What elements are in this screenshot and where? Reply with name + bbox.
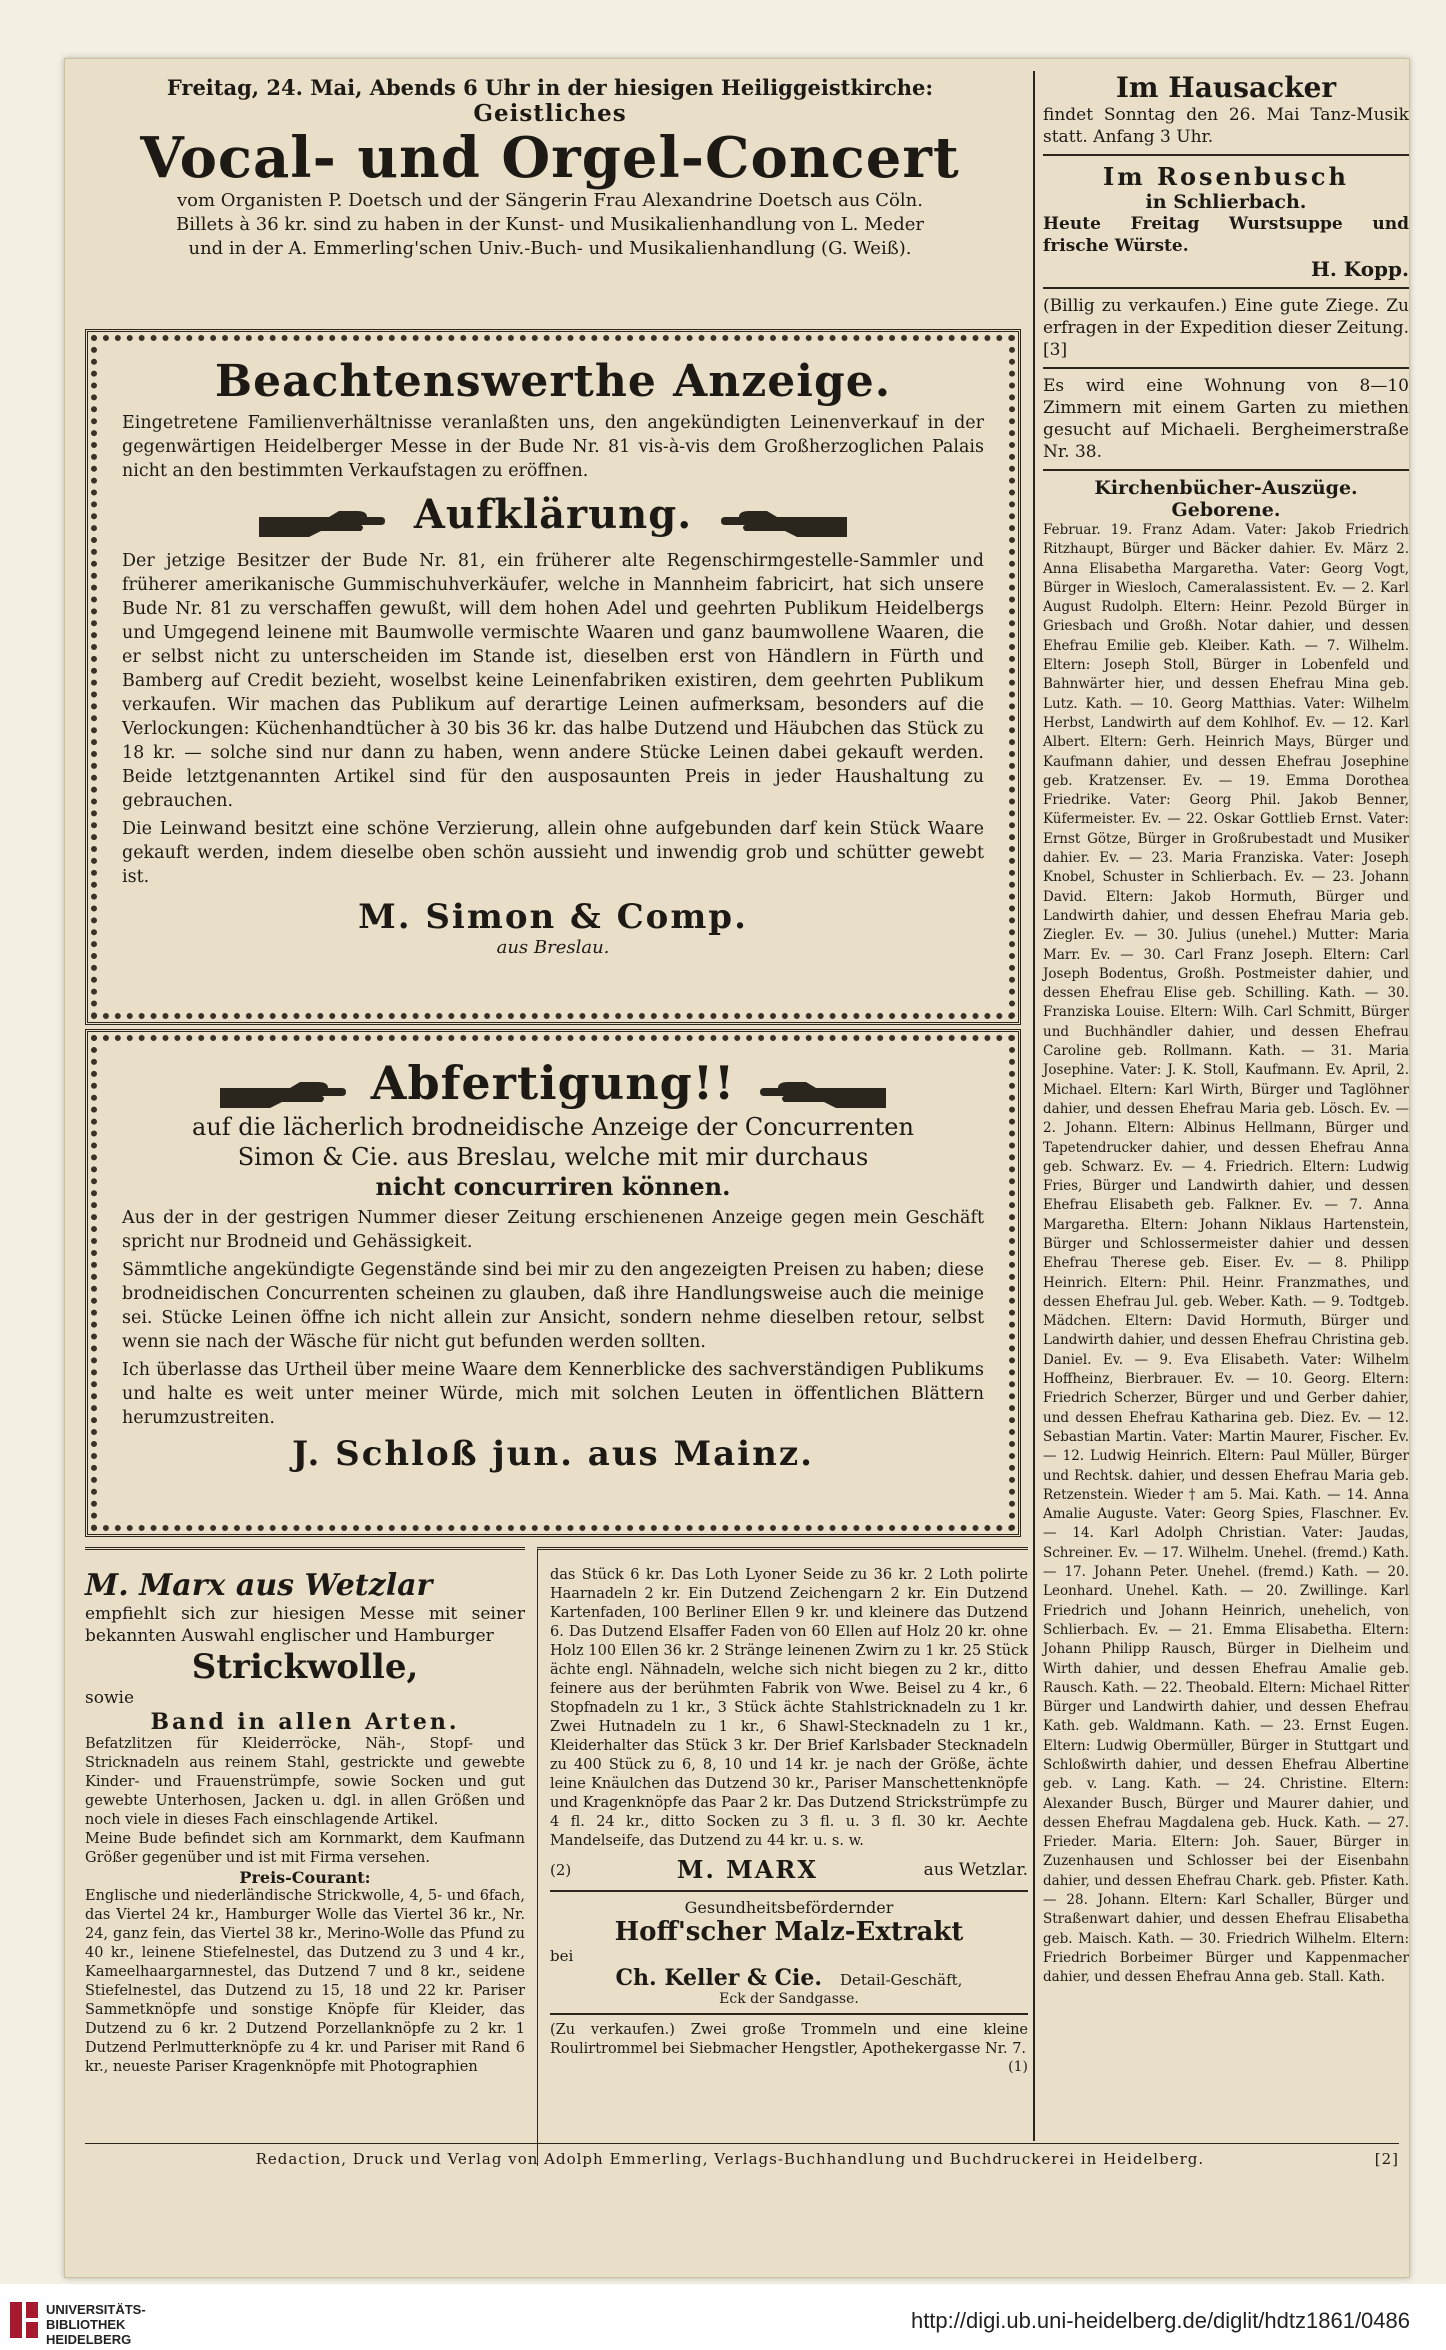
simon-ad-place: aus Breslau. [496, 936, 610, 958]
birth-entries: Februar. 19. Franz Adam. Vater: Jakob Friedrich Ritzhaupt, Bürger und Bäcker dahier. Ev. März 2. Anna Elisabetha Margaretha. Vater: Georg Vogt, Bürger in Wiesloch, Cameralassistent. Ev. — 2. Karl August Rudolph. Eltern: Heinr. Pezold Bürger in Griesbach und Großh. Notar dahier, und dessen Ehefrau Emilie geb. Kleiber. Kath. — 7. Wilhelm. Eltern: Joseph Stoll, Bürger in Lobenfeld und Bahnwärter hier, und dessen Ehefrau Mina geb. Lutz. Kath. — 10. Georg Matthias. Vater: Wilhelm Herbst, Landwirth auf dem Kohlhof. Ev. — 12. Karl Albert. Eltern: Gerh. Heinrich Mays, Bürger und Kaufmann dahier, und dessen Ehefrau Josephine geb. Kratzenser. Ev. — 19. Emma Dorothea Friedrike. Vater: Georg Phil. Jakob Benner, Küfermeister. Ev. — 22. Oskar Gottlieb Ernst. Vater: Ernst Götze, Bürger in Großrubestadt und Musiker dahier. Ev. — 23. Maria Franziska. Vater: Joseph Knobel, Schuster in Schlierbach. Ev. — 23. Johann David. Eltern: Jakob Hormuth, Bürger und Landwirth dahier, und dessen Ehefrau Maria geb. Ziegler. Ev. — 30. Julius (unehel.) Mutter: Maria Marr. Ev. — 30. Carl Franz Joseph. Eltern: Carl Joseph Bodentus, Großh. Postmeister dahier, und dessen Ehefrau Elise geb. Schilling. Kath. — 30. Franziska Louise. Eltern: Wilh. Carl Schmitt, Bürger und Buchhändler dahier, und dessen Ehefrau Caroline geb. Rollmann. Kath. — 31. Maria Josephine. Vater: J. K. Stoll, Kaufmann. Ev. April, 2. Michael. Eltern: Karl Wirth, Bürger und Taglöhner dahier, und dessen Ehefrau Maria geb. Lösch. Ev. — 2. Johann. Eltern: Albinus Hellmann, Bürger und Tapetendrucker dahier, und dessen Ehefrau Anna geb. Schwarz. Ev. — 4. Friedrich. Eltern: Ludwig Fries, Bürger und Landwirth dahier, und dessen Ehefrau Elisabeth geb. Falkner. Ev. — 7. Anna Margaretha. Eltern: Johann Niklaus Hartenstein, Bürger und Schlossermeister dahier und dessen Ehefrau Therese geb. Eiser. Ev. — 8. Philipp Heinrich. Eltern: Phil. Heinr. Franzmathes, und dessen Ehefrau Jul. geb. Weber. Kath. — 9. Todtgeb. Mädchen. Eltern: David Hormuth, Bürger und Landwirth dahier, und dessen Ehefrau Christina geb. Daniel. Ev. — 9. Eva Elisabeth. Vater: Wilhelm Hoffheinz, Bierbrauer. Ev. — 10. Georg. Eltern: Friedrich Scherzer, Bürger und und Gerber dahier, und dessen Ehefrau Katharina geb. Diez. Ev. — 12. Sebastian Martin. Vater: Martin Maurer, Fischer. Ev. — 12. Ludwig Heinrich. Eltern: Paul Müller, Bürger und Rechtsk. dahier, und dessen Ehefrau Maria geb. Retzenstein. Wieder † am 5. Mai. Kath. — 14. Anna Amalie Auguste. Vater: Georg Spies, Flaschner. Ev. — 14. Karl Adolph Christian. Vater: Jaudas, Schreiner. Ev. — 17. Wilhelm. Unehel. (fremd.) Kath. — 17. Johann Peter. Unehel. (fremd.) Kath. — 20. Leonhard. Unehel. Kath. — 20. Zwillinge. Karl Friedrich und Johann Heinrich, unehelich, von Schlierbach. Ev. — 21. Emma Elisabetha. Eltern: Johann Philipp Rausch, Bürger in Dielheim und Wirth dahier, und dessen Ehefrau Amalie geb. Rausch. Kath. — 22. Theobald. Eltern: Michael Ritter Bürger und Landwirth dahier, und dessen Ehefrau Kath. geb. Waldmann. Kath. — 23. Ernst Eugen. Eltern: Ludwig Obermüller, Bürger in Stuttgart und Schloßwirth dahier, und dessen Ehefrau Albertine geb. v. Lang. Kath. — 24. Christine. Eltern: Alexander Busch, Bürger und Maurer dahier, und dessen Ehefrau Magdalena geb. Huck. Kath. — 27. Frieder. Maria. Eltern: Joh. Sauer, Bürger in Zuzenhausen und Schlosser bei der Eisenbahn dahier, und dessen Ehefrau Chark. geb. Pfister. Kath. — 28. Johann. Eltern: Karl Schaller, Bürger und Straßenwart dahier, und dessen Ehefrau Elisabetha geb. Maisch. Kath. — 30. Friedrich Wilhelm. Eltern: Friedrich Borbeimer Bürger und Kappenmacher dahier, und dessen Ehefrau Anna geb. Stall. Kath. [1043, 522, 1409, 1986]
marx-ad-title: M. Marx aus Wetzlar [85, 1568, 433, 1603]
concert-date: Freitag, 24. Mai, Abends 6 Uhr in der hiesigen Heiliggeistkirche: [166, 75, 934, 100]
marx-ad-intro: empfiehlt sich zur hiesigen Messe mit seiner bekannten Auswahl englischer und Hamburger [85, 1604, 525, 1646]
schloss-ad-para3: Ich überlasse das Urtheil über meine Waare dem Kennerblicke des sachverständigen Publikums und halte es weit unter meiner Würde, mich mit solchen Leuten in öffentlichen Blättern herumzustreiten. [122, 1359, 984, 1428]
schloss-ad-para1: Aus der in der gestrigen Nummer dieser Zeitung erschienenen Anzeige gegen mein Geschäft spricht nur Brodneid und Gehässigkeit. [122, 1207, 984, 1252]
newspaper-page [64, 58, 1410, 2278]
marx-ad-items: Befatzlitzen für Kleiderröcke, Näh-, Stopf- und Stricknadeln aus reinem Stahl, gestrickte und gewebte Kinder- und Frauenstrümpfe, sowie Socken und gut gewebte Unterhosen, Jacken u. dgl. in allen Größen und noch viele in dieses Fach einschlagende Artikel. [85, 1736, 525, 1828]
concert-tickets: Billets à 36 kr. sind zu haben in der Kunst- und Musikalienhandlung von L. Meder [176, 214, 924, 235]
right-column [1033, 71, 1409, 2141]
schloss-ad-box [85, 1029, 1021, 1537]
left-column [85, 71, 1028, 2141]
logo-line3: HEIDELBERG [46, 2332, 132, 2347]
footer-page-mark: [2] [1374, 2150, 1399, 2168]
marx-ad-price-title: Preis-Courant: [239, 1868, 371, 1887]
concert-ad [85, 75, 1015, 261]
schloss-ad-signature: J. Schloß jun. aus Mainz. [292, 1433, 814, 1474]
malz-ad-detail: Detail-Geschäft, [840, 1971, 963, 1989]
rosenbusch-title: Im Rosenbusch [1103, 162, 1349, 191]
ziege-ad: (Billig zu verkaufen.) Eine gute Ziege. Zu erfragen in der Expedition dieser Zeitung. [3] [1043, 296, 1409, 360]
source-url-link[interactable]: http://digi.ub.uni-heidelberg.de/diglit/hdtz1861/0486 [910, 2308, 1410, 2333]
simon-ad-signature: M. Simon & Comp. [358, 896, 748, 937]
trommel-sale-number: (1) [1008, 2059, 1028, 2075]
marx-ad-prices: Englische und niederländische Strickwolle, 4, 5- und 6fach, das Viertel 24 kr., Hamburger Wolle das Viertel 36 kr., Nr. 24, ganz fein, das Viertel 38 kr., Merino-Wolle das Pfund zu 40 kr., leinene Stiefelnestel, das Dutzend zu 3 und 4 kr., Kameelhaargarnnestel, das Dutzend 7 und 8 kr., seidene Stiefelnestel, das Dutzend zu 15, 18 und 22 kr. Pariser Sammetknöpfe und sonstige Knöpfe für Kleider, das Dutzend zu 6 kr. 2 Dutzend Porzellanknöpfe zu 2 kr. 1 Dutzend Perlmutterknöpfe zu 4 kr. und Pariser mit Rand 6 kr., neueste Pariser Kragenknöpfe mit Photographien [85, 1888, 525, 2075]
rosenbusch-signature: H. Kopp. [1310, 257, 1409, 281]
malz-ad-firm: Ch. Keller & Cie. [615, 1965, 822, 1991]
marx-ad-sowie: sowie [85, 1688, 135, 1708]
schloss-ad-line1: auf die lächerlich brodneidische Anzeige der Concurrenten [192, 1112, 914, 1141]
concert-shop: und in der A. Emmerling'schen Univ.-Buch- und Musikalienhandlung (G. Weiß). [188, 238, 912, 259]
simon-ad-body2: Die Leinwand besitzt eine schöne Verzierung, allein ohne aufgebunden darf kein Stück Waare gekauft werden, indem dieselbe oben schön aussieht und inwendig grob und schütter gewebt ist. [122, 818, 984, 887]
schloss-ad-line3: nicht concurriren können. [375, 1171, 731, 1201]
malz-ad-line1: Gesundheitsbefördernder [684, 1898, 894, 1917]
pointing-hand-left-icon [760, 1078, 890, 1112]
concert-subtitle: Geistliches [473, 100, 627, 127]
marx-ad-signature-place: aus Wetzlar. [923, 1859, 1028, 1880]
footer-imprint: Redaction, Druck und Verlag von Adolph Emmerling, Verlags-Buchhandlung und Buchdruckerei in Heidelberg. [255, 2150, 1205, 2168]
marx-ad-signature: M. MARX [676, 1855, 818, 1884]
page-footer [85, 2143, 1399, 2168]
concert-performers: vom Organisten P. Doetsch und der Sängerin Frau Alexandrine Doetsch aus Cöln. [177, 190, 923, 211]
rosenbusch-text: Heute Freitag Wurstsuppe und frische Würste. [1043, 214, 1409, 256]
trommel-sale-ad: (Zu verkaufen.) Zwei große Trommeln und eine kleine Roulirtrommel bei Siebmacher Hengstler, Apothekergasse Nr. 7. [550, 2022, 1028, 2057]
simon-ad-body: Der jetzige Besitzer der Bude Nr. 81, ein früherer alte Regenschirmgestelle-Sammler und früherer amerikanische Gummischuhverkäufer, welche in Mannheim fabricirt, hat sich unsere Bude Nr. 81 zu verschaffen gewußt, will dem hohen Adel und geehrten Publikum Heidelbergs und Umgegend leinene mit Baumwolle vermischte Waaren und ganz baumwollene Waaren, die er selbst nicht zu unterscheiden im Stande ist, dieselben erst von Händlern in Fürth und Bamberg auf Credit bezieht, woselbst keine Leinenfabriken existiren, dem geehrten Publikum verkaufen. Wir machen das Publikum auf derartige Leinen aufmerksam, besonders auf die Verlockungen: Küchenhandtücher à 30 bis 36 kr. das halbe Dutzend und Häubchen das Stück zu 18 kr. — solche sind nur dann zu haben, wenn andere Stücke Leinen dabei gekauft werden. Beide letztgenannten Artikel sind für den ausposaunten Preis in jeder Haushaltung zu gebrauchen. [122, 550, 984, 811]
rosenbusch-place: in Schlierbach. [1145, 191, 1307, 213]
concert-title: Vocal- und Orgel-Concert [140, 125, 960, 191]
malz-ad-title: Hoff'scher Malz-Extrakt [614, 1917, 964, 1947]
schloss-ad-title: Abfertigung!! [370, 1056, 736, 1110]
simon-ad-heading: Aufklärung. [413, 491, 693, 538]
library-logo-text [46, 2302, 146, 2347]
pointing-hand-left-icon [721, 507, 851, 541]
malz-ad-bei: bei [550, 1947, 574, 1965]
hausacker-text: findet Sonntag den 26. Mai Tanz-Musik statt. Anfang 3 Uhr. [1043, 105, 1409, 147]
wohnung-ad: Es wird eine Wohnung von 8—10 Zimmern mit einem Garten zu miethen gesucht auf Michaeli. Bergheimerstraße Nr. 38. [1043, 376, 1409, 462]
marx-ad-prices-continued: das Stück 6 kr. Das Loth Lyoner Seide zu 36 kr. 2 Loth polirte Haarnadeln 2 kr. Ein Dutzend Zeichengarn 2 kr. Ein Dutzend Kartenfaden, 100 Berliner Ellen 9 kr. und kleinere das Dutzend 6. Das Dutzend Elsaffer Faden von 60 Ellen auf Holz 20 kr. ohne Holz 100 Ellen 36 kr. 2 Stränge leinenen Zwirn zu 1 kr. 25 Stück ächte engl. Nähnadeln, welche sich nicht biegen zu 2 kr., ditto feinere aus der berühmten Fabrik von Wwe. Beisel zu 4 kr., 6 Stopfnadeln zu 1 kr., 3 Stück ächte Stahlstricknadeln zu 1 kr. Zwei Hutnadeln zu 1 kr., 6 Shawl-Stecknadeln zu 1 kr., Kleiderhalter das Stück 3 kr. Der Brief Karlsbader Stecknadeln zu 400 Stück zu 6, 8, 10 und 14 kr. je nach der Größe, ächte leine Knäulchen das Dutzend 30 kr., Pariser Manschettenknöpfe und Kragenknöpfe das Paar 2 kr. Das Dutzend Strickstrümpfe zu 4 fl. 24 kr., ditto Socken zu 3 fl. u. 3 fl. 30 kr. Aechte Mandelseife, das Dutzend zu 44 kr. u. s. w. [550, 1567, 1028, 1849]
kirchenbuecher-title: Kirchenbücher-Auszüge. [1094, 477, 1358, 499]
schloss-ad-para2: Sämmtliche angekündigte Gegenstände sind bei mir zu den angezeigten Preisen zu haben; diese brodneidischen Concurrenten scheinen zu glauben, daß ihre Handlungsweise auch die meinige sei. Stücke Leinen öffne ich nicht allein zur Ansicht, sondern nehme dieselben retour, selbst wenn sie nach der Wäsche für nicht gut befunden werden sollten. [122, 1259, 984, 1352]
hausacker-title: Im Hausacker [1115, 71, 1337, 104]
simon-ad-intro: Eingetretene Familienverhältnisse veranlaßten uns, den angekündigten Leinenverkauf in der gegenwärtigen Heidelberger Messe in der Bude Nr. 81 vis-à-vis dem Großherzoglichen Palais nicht an den bestimmten Verkaufstagen zu eröffnen. [122, 413, 984, 481]
marx-ad-number: (2) [550, 1860, 572, 1879]
marx-ad [85, 1547, 525, 2168]
university-library-logo-icon [8, 2300, 40, 2340]
marx-ad-continued [537, 1547, 1028, 2166]
logo-line1: UNIVERSITÄTS- [46, 2302, 146, 2317]
marx-ad-location: Meine Bude befindet sich am Kornmarkt, dem Kaufmann Größer gegenüber und ist mit Firma versehen. [85, 1831, 525, 1866]
logo-line2: BIBLIOTHEK [46, 2317, 126, 2332]
malz-ad-corner: Eck der Sandgasse. [719, 1991, 859, 2007]
geborene-heading: Geborene. [1171, 499, 1281, 521]
pointing-hand-right-icon [216, 1078, 346, 1112]
marx-ad-band: Band in allen Arten. [150, 1709, 460, 1735]
marx-ad-product: Strickwolle, [191, 1647, 419, 1687]
schloss-ad-line2: Simon & Cie. aus Breslau, welche mit mir durchaus [237, 1142, 869, 1171]
simon-ad-title: Beachtenswerthe Anzeige. [214, 356, 892, 407]
simon-ad-box [85, 329, 1021, 1025]
pointing-hand-right-icon [255, 507, 385, 541]
